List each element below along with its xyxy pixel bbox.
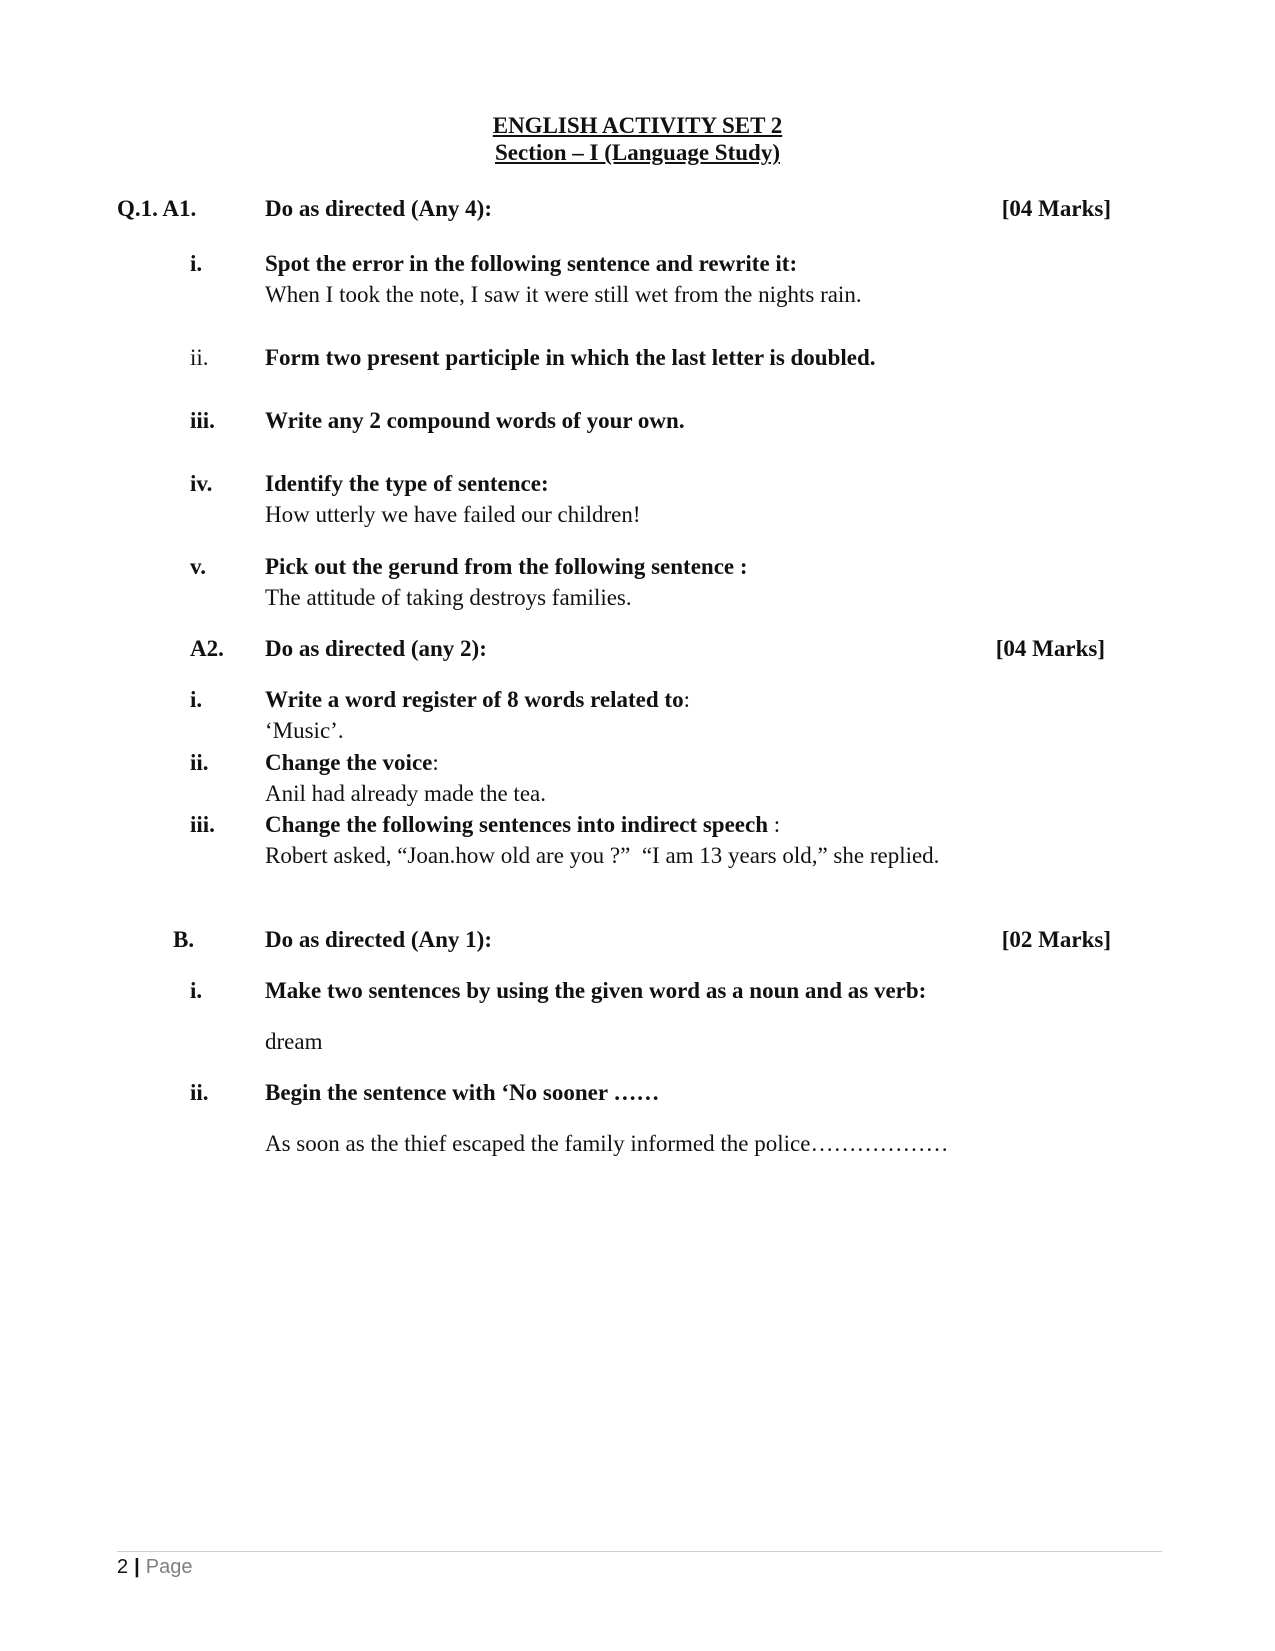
item-prompt: Write any 2 compound words of your own.: [265, 408, 685, 433]
item-prompt: Identify the type of sentence:: [265, 471, 549, 496]
item-text: Robert asked, “Joan.how old are you ?” “I am 13 years old,” she replied.: [265, 843, 940, 868]
instruction-a2: Do as directed (any 2):: [265, 636, 487, 661]
item-prompt-line: [265, 687, 690, 713]
item-number: ii.: [190, 345, 209, 370]
question-label-a2: A2.: [190, 636, 224, 661]
item-number: iii.: [190, 408, 215, 433]
item-prompt: Change the following sentences into indirect speech: [265, 812, 769, 837]
item-prompt-suffix: :: [432, 750, 439, 775]
page-footer: [117, 1556, 192, 1579]
item-number: ii.: [190, 1080, 209, 1105]
item-prompt: Make two sentences by using the given word as a noun and as verb:: [265, 978, 927, 1003]
item-prompt: Change the voice: [265, 750, 433, 775]
item-prompt-suffix: :: [683, 687, 690, 712]
item-prompt-line: [265, 812, 780, 838]
item-prompt-line: [265, 750, 439, 776]
footer-divider: [117, 1551, 1162, 1552]
item-prompt: Pick out the gerund from the following sentence :: [265, 554, 748, 579]
item-text: Anil had already made the tea.: [265, 781, 546, 806]
footer-separator: |: [134, 1556, 140, 1578]
item-number: i.: [190, 978, 203, 1003]
item-text: When I took the note, I saw it were still wet from the nights rain.: [265, 282, 862, 307]
page-label: Page: [145, 1556, 193, 1578]
item-text: The attitude of taking destroys families.: [265, 585, 632, 610]
item-text: dream: [265, 1029, 323, 1054]
item-number: ii.: [190, 750, 209, 775]
item-text: How utterly we have failed our children!: [265, 502, 641, 527]
item-prompt-suffix: :: [768, 812, 781, 837]
item-prompt: Form two present participle in which the last letter is doubled.: [265, 345, 876, 370]
item-text: ‘Music’.: [265, 718, 344, 743]
item-prompt: Write a word register of 8 words related to: [265, 687, 684, 712]
question-label-a1: Q.1. A1.: [117, 196, 197, 221]
marks-a1: [04 Marks]: [1001, 196, 1111, 221]
item-number: iii.: [190, 812, 215, 837]
item-prompt: Begin the sentence with ‘No sooner ……: [265, 1080, 660, 1105]
item-number: iv.: [190, 471, 213, 496]
item-number: v.: [190, 554, 206, 579]
question-label-b: B.: [173, 927, 195, 952]
instruction-b: Do as directed (Any 1):: [265, 927, 492, 952]
item-prompt: Spot the error in the following sentence and rewrite it:: [265, 251, 798, 276]
marks-b: [02 Marks]: [1001, 927, 1111, 952]
item-text: As soon as the thief escaped the family informed the police………………: [265, 1131, 949, 1156]
instruction-a1: Do as directed (Any 4):: [265, 196, 492, 221]
page-number: 2: [117, 1556, 129, 1578]
item-number: i.: [190, 251, 203, 276]
section-title: Section – I (Language Study): [495, 140, 780, 165]
document-title: ENGLISH ACTIVITY SET 2: [492, 113, 783, 138]
item-number: i.: [190, 687, 203, 712]
marks-a2: [04 Marks]: [995, 636, 1105, 661]
